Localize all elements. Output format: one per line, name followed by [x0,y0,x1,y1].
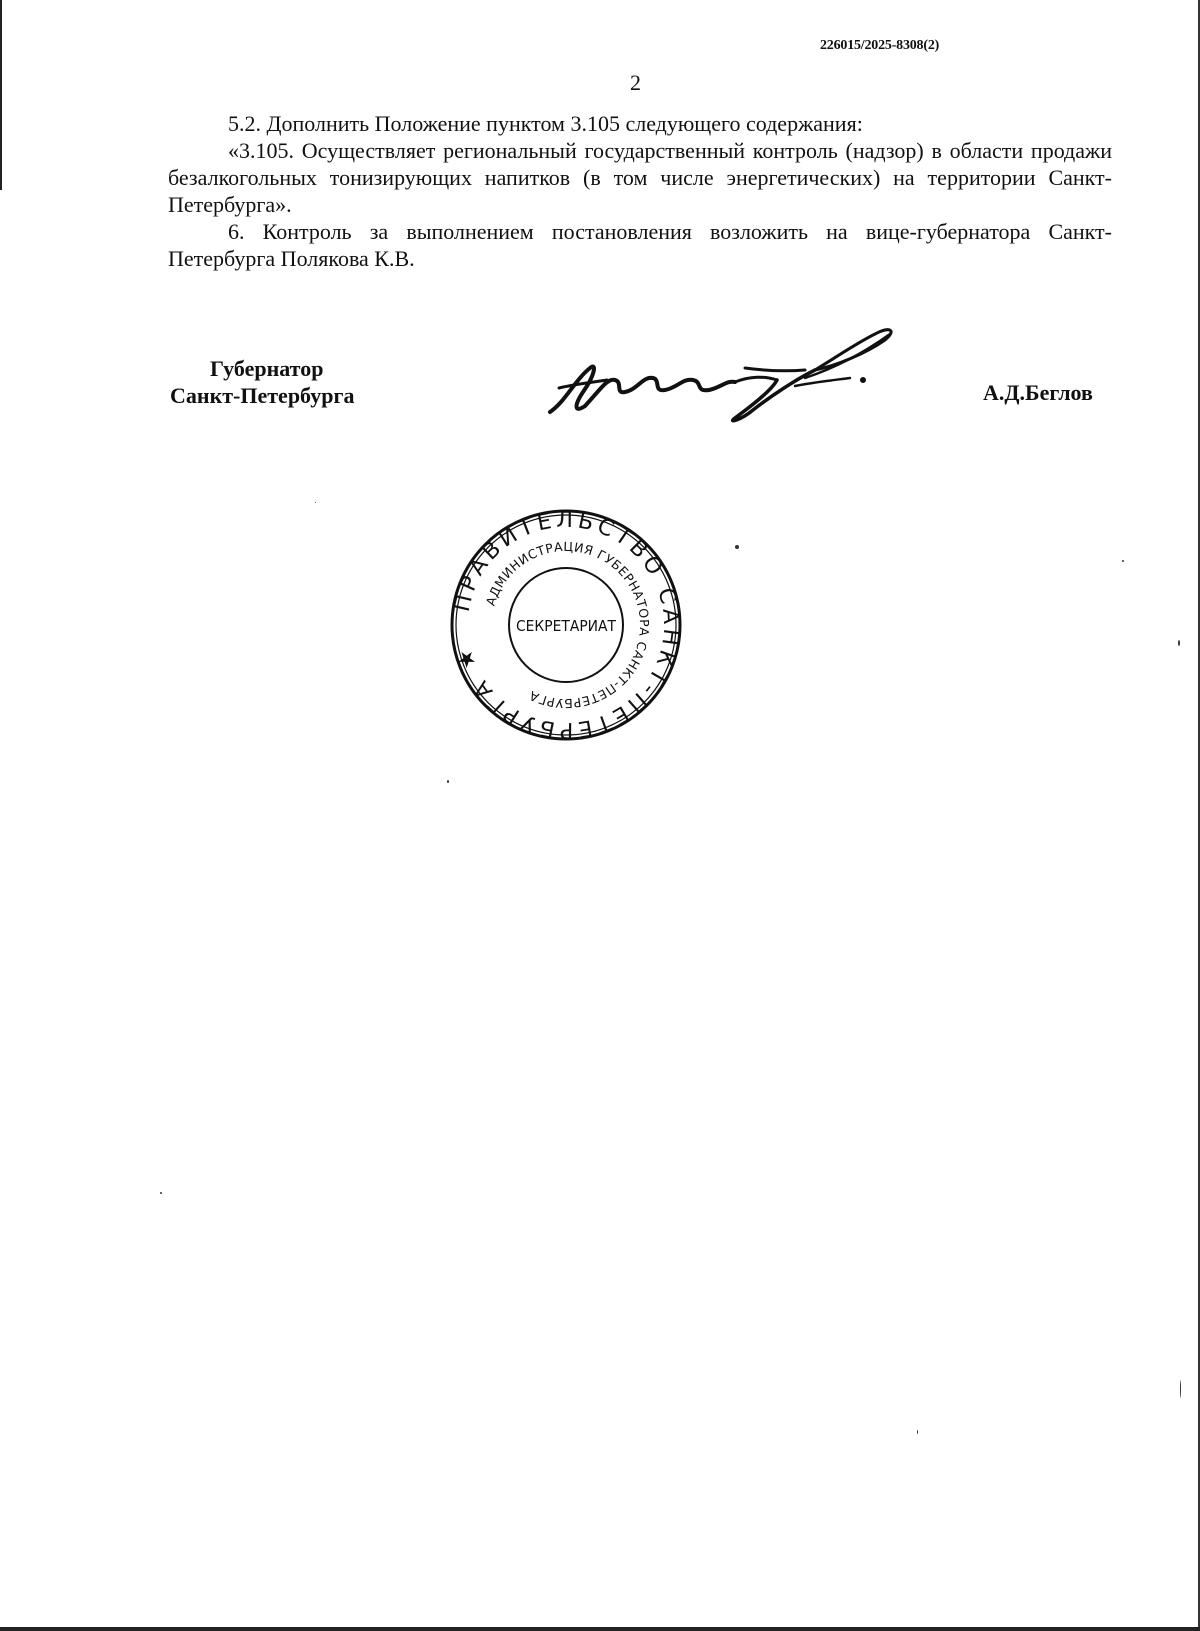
svg-text:ПРАВИТЕЛЬСТВО САНКТ-ПЕТЕРБУРГА: ПРАВИТЕЛЬСТВО САНКТ-ПЕТЕРБУРГА ★ [449,507,684,743]
signatory-title-line1: Губернатор [210,356,324,381]
paragraph-6: 6. Контроль за выполнением постановления возложить на вице-губернатора Санкт-Петербурга Полякова К.В. [168,219,1112,271]
svg-text:СЕКРЕТАРИАТ: СЕКРЕТАРИАТ [516,617,617,635]
scan-edge-left [0,0,2,190]
signatory-name: А.Д.Беглов [983,380,1093,405]
scan-speck [160,1192,162,1194]
scan-speck [1122,560,1124,562]
paragraph-3-105: «3.105. Осуществляет региональный государственный контроль (надзор) в области продажи безалкогольных тонизирующих напитков (в том числе энергетических) на территории Санкт-Петербурга». [168,138,1112,217]
handwritten-signature [545,320,935,440]
scan-edge-bottom [0,1627,1200,1631]
official-stamp-seal [446,505,686,745]
signatory-title-line2: Санкт-Петербурга [170,383,355,408]
scan-speck [315,502,316,503]
registration-number: 226015/2025-8308(2) [820,38,940,53]
scan-speck [447,780,449,783]
paragraph-5-2: 5.2. Дополнить Положение пунктом 3.105 следующего содержания: [228,111,863,136]
document-body [168,110,1112,272]
page-number: 2 [630,70,641,95]
scan-speck [1180,1380,1181,1398]
svg-text:АДМИНИСТРАЦИЯ ГУБЕРНАТОРА САНК: АДМИНИСТРАЦИЯ ГУБЕРНАТОРА САНКТ-ПЕТЕРБУРГА [482,538,653,712]
scan-speck [1178,640,1180,646]
scan-speck [735,545,739,549]
scan-speck [917,1430,918,1434]
